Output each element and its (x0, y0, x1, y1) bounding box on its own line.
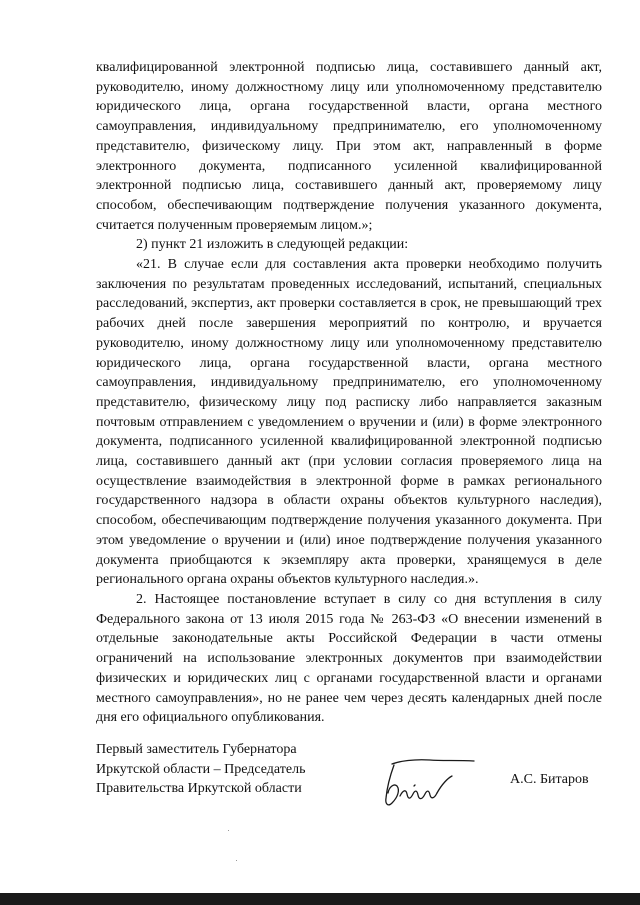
signatory-title-line-3: Правительства Иркутской области (96, 781, 302, 796)
signatory-title-line-1: Первый заместитель Губернатора (96, 742, 297, 757)
paragraph-item-2: 2) пункт 21 изложить в следующей редакции: (136, 237, 409, 253)
signatory-title (96, 740, 305, 799)
handwritten-signature (370, 752, 480, 814)
document-body (96, 58, 602, 728)
signatory-name: А.С. Битаров (510, 772, 589, 787)
scan-artifact (236, 860, 237, 861)
paragraph-continuation: квалифицированной электронной подписью лица, составившего данный акт, руководителю, иному должностному лицу или уполномоченному представителю юридического лица, органа государственной власти, органа местного самоуправления, индивидуальному предпринимателю, его уполномоченному представителю, физическому лицу. При этом акт, направленный в форме электронного документа, подписанного усиленной квалифицированной электронной подписью лица, составившего данный акт, проверяемому лицу способом, обеспечивающим подтверждение получения указанного документа, считается полученным проверяемым лицом.»; (96, 60, 602, 233)
paragraph-item-21: «21. В случае если для составления акта проверки необходимо получить заключения по результатам проведенных исследований, испытаний, специальных расследований, экспертиз, акт проверки составляется в срок, не превышающий трех рабочих дней после завершения мероприятий по контролю, и вручается руководителю, иному должностному лицу или уполномоченному представителю юридического лица, органа государственной власти, органа местного самоуправления, индивидуальному предпринимателю, его уполномоченному представителю, физическому лицу под расписку либо направляется заказным почтовым отправлением с уведомлением о вручении и (или) в форме электронного документа, подписанного усиленной квалифицированной электронной подписью лица, составившего данный акт (при условии согласия проверяемого лица на осуществление взаимодействия в электронной форме в рамках регионального государственного надзора в области охраны объектов культурного наследия), способом, обеспечивающим подтверждение получения указанного документа. При этом уведомление о вручении и (или) иное подтверждение получения указанного документа приобщаются к экземпляру акта проверки, хранящемуся в деле регионального органа охраны объектов культурного наследия.». (96, 257, 602, 588)
scan-edge-border (0, 893, 640, 905)
signatory-title-line-2: Иркутской области – Председатель (96, 761, 306, 777)
scan-artifact (228, 830, 229, 831)
paragraph-section-2: 2. Настоящее постановление вступает в силу со дня вступления в силу Федерального закона от 13 июля 2015 года № 263-ФЗ «О внесении изменений в отдельные законодательные акты Российской Федерации в части отмены ограничений на использование электронных документов при взаимодействии физических и юридических лиц с органами государственной власти и органами местного самоуправления», но не ранее чем через десять календарных дней после дня его официального опубликования. (96, 591, 602, 726)
